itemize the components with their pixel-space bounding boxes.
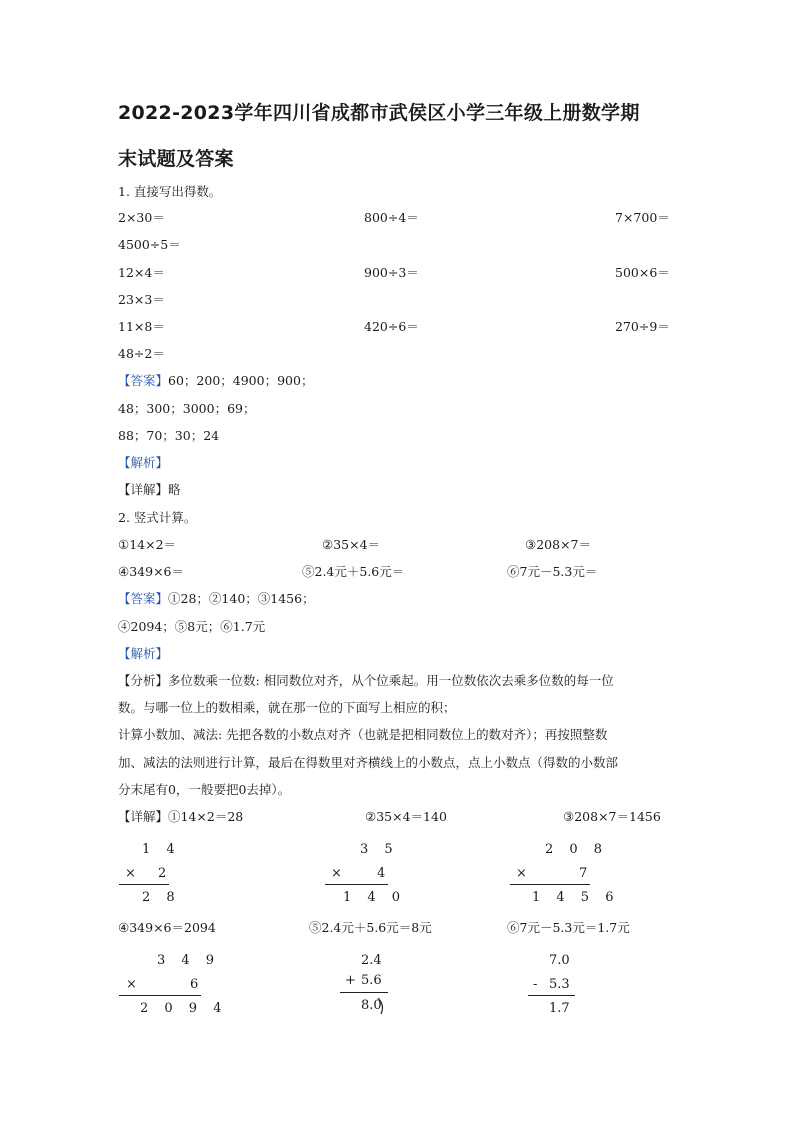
vertical-calc-top: 2 0 8: [545, 842, 609, 857]
vertical-calc-line: [528, 995, 575, 996]
q1-item: 48÷2＝: [118, 346, 165, 361]
fenxi-tag: 【分析】: [118, 673, 169, 688]
fenxi-text: 多位数乘一位数: 相同数位对齐，从个位乘起。用一位数依次去乘多位数的每一位: [168, 673, 614, 688]
q1-detail: [118, 480, 181, 498]
q1-item: 420÷6＝: [364, 319, 419, 334]
strike-zero-stroke: [378, 998, 382, 1014]
vertical-calc-operator: -: [533, 977, 538, 992]
vertical-calc-bottom: 2: [158, 866, 167, 881]
vertical-calc-top: 7.0: [549, 953, 570, 968]
q2-analysis-tag: 【解析】: [118, 646, 169, 661]
page-title-line-1: 2022-2023学年四川省成都市武侯区小学三年级上册数学期: [118, 102, 640, 124]
q1-heading: 1. 直接写出得数。: [118, 184, 222, 199]
q2-fenxi-line: 加、减法的法则进行计算，最后在得数里对齐横线上的小数点，点上小数点（得数的小数部: [118, 755, 619, 770]
vertical-calc-top: 1 4: [142, 842, 181, 857]
answer-text: 60；200；4900；900；: [168, 373, 314, 388]
vertical-calc-operator: ×: [331, 866, 342, 881]
q1-analysis-tag: 【解析】: [118, 455, 169, 470]
answer-text: ①28；②140；③1456；: [168, 591, 315, 606]
strike-zero-mark: [376, 996, 390, 1016]
vertical-calc-bottom: 5.6: [361, 973, 382, 988]
q2-detail-item: ④349×6＝2094: [118, 920, 216, 935]
vertical-calc-bottom: 6: [190, 977, 199, 992]
q1-answer-line: 88；70；30；24: [118, 428, 220, 443]
detail-tag: 【详解】: [118, 809, 169, 824]
q1-item: 900÷3＝: [364, 265, 419, 280]
vertical-calc-bottom: 4: [377, 866, 386, 881]
vertical-calc-top: 3 5: [360, 842, 399, 857]
vertical-calc-bottom: 5.3: [549, 977, 570, 992]
q1-item: 11×8＝: [118, 319, 165, 334]
q1-item: 800÷4＝: [364, 210, 419, 225]
q1-item: 23×3＝: [118, 292, 165, 307]
q1-item: 270÷9＝: [615, 319, 670, 334]
q2-item: ②35×4＝: [322, 537, 381, 552]
answer-tag: 【答案】: [118, 373, 169, 388]
vertical-calc-operator: ×: [516, 866, 527, 881]
detail-text: 略: [168, 482, 181, 497]
q2-detail-item: ②35×4＝140: [365, 809, 447, 824]
vertical-calc-line: [510, 884, 590, 885]
vertical-calc-line: [340, 992, 388, 993]
vertical-calc-line: [325, 884, 388, 885]
vertical-calc-line: [119, 995, 201, 996]
q2-answer-line: [118, 589, 315, 607]
q2-fenxi-line: 分末尾有0，一般要把0去掉）。: [118, 782, 291, 797]
q1-answer-line: 48；300；3000；69；: [118, 401, 256, 416]
vertical-calc-result: 2 8: [142, 890, 181, 905]
q2-detail-item: ⑥7元－5.3元＝1.7元: [507, 920, 630, 935]
detail-text: ①14×2＝28: [168, 809, 244, 824]
vertical-calc-operator: +: [345, 973, 356, 988]
vertical-calc-operator: ×: [125, 866, 136, 881]
q1-item: 7×700＝: [615, 210, 670, 225]
q2-item: ③208×7＝: [525, 537, 591, 552]
q2-fenxi-line: 数。与哪一位上的数相乘，就在那一位的下面写上相应的积；: [118, 700, 456, 715]
q1-item: 12×4＝: [118, 265, 165, 280]
q2-item: ⑥7元－5.3元＝: [507, 564, 598, 579]
q1-item: 4500÷5＝: [118, 237, 181, 252]
q2-fenxi-line: [118, 671, 614, 689]
detail-tag: 【详解】: [118, 482, 169, 497]
vertical-calc-result: 8.0: [361, 998, 382, 1013]
vertical-calc-line: [119, 884, 169, 885]
vertical-calc-result: 1.7: [549, 1001, 570, 1016]
q2-detail-item: ③208×7＝1456: [563, 809, 661, 824]
vertical-calc-top: 2.4: [361, 953, 382, 968]
q1-answer-line: [118, 371, 313, 389]
answer-tag: 【答案】: [118, 591, 169, 606]
page-title-line-2: 末试题及答案: [118, 148, 234, 170]
vertical-calc-result: 1 4 5 6: [532, 890, 620, 905]
vertical-calc-operator: ×: [126, 977, 137, 992]
vertical-calc-result: 1 4 0: [343, 890, 407, 905]
q1-item: 2×30＝: [118, 210, 165, 225]
q2-item: ⑤2.4元＋5.6元＝: [302, 564, 405, 579]
q2-fenxi-line: 计算小数加、减法: 先把各数的小数点对齐（也就是把相同数位上的数对齐）；再按照整数: [118, 727, 608, 742]
vertical-calc-bottom: 7: [579, 866, 588, 881]
q2-heading: 2. 竖式计算。: [118, 510, 197, 525]
q2-item: ④349×6＝: [118, 564, 184, 579]
vertical-calc-top: 3 4 9: [157, 953, 221, 968]
q2-detail-item: [118, 807, 243, 825]
q1-item: 500×6＝: [615, 265, 670, 280]
q2-detail-item: ⑤2.4元＋5.6元＝8元: [309, 920, 432, 935]
q2-item: ①14×2＝: [118, 537, 177, 552]
q2-answer-line: ④2094；⑤8元；⑥1.7元: [118, 619, 266, 634]
vertical-calc-result: 2 0 9 4: [140, 1001, 228, 1016]
